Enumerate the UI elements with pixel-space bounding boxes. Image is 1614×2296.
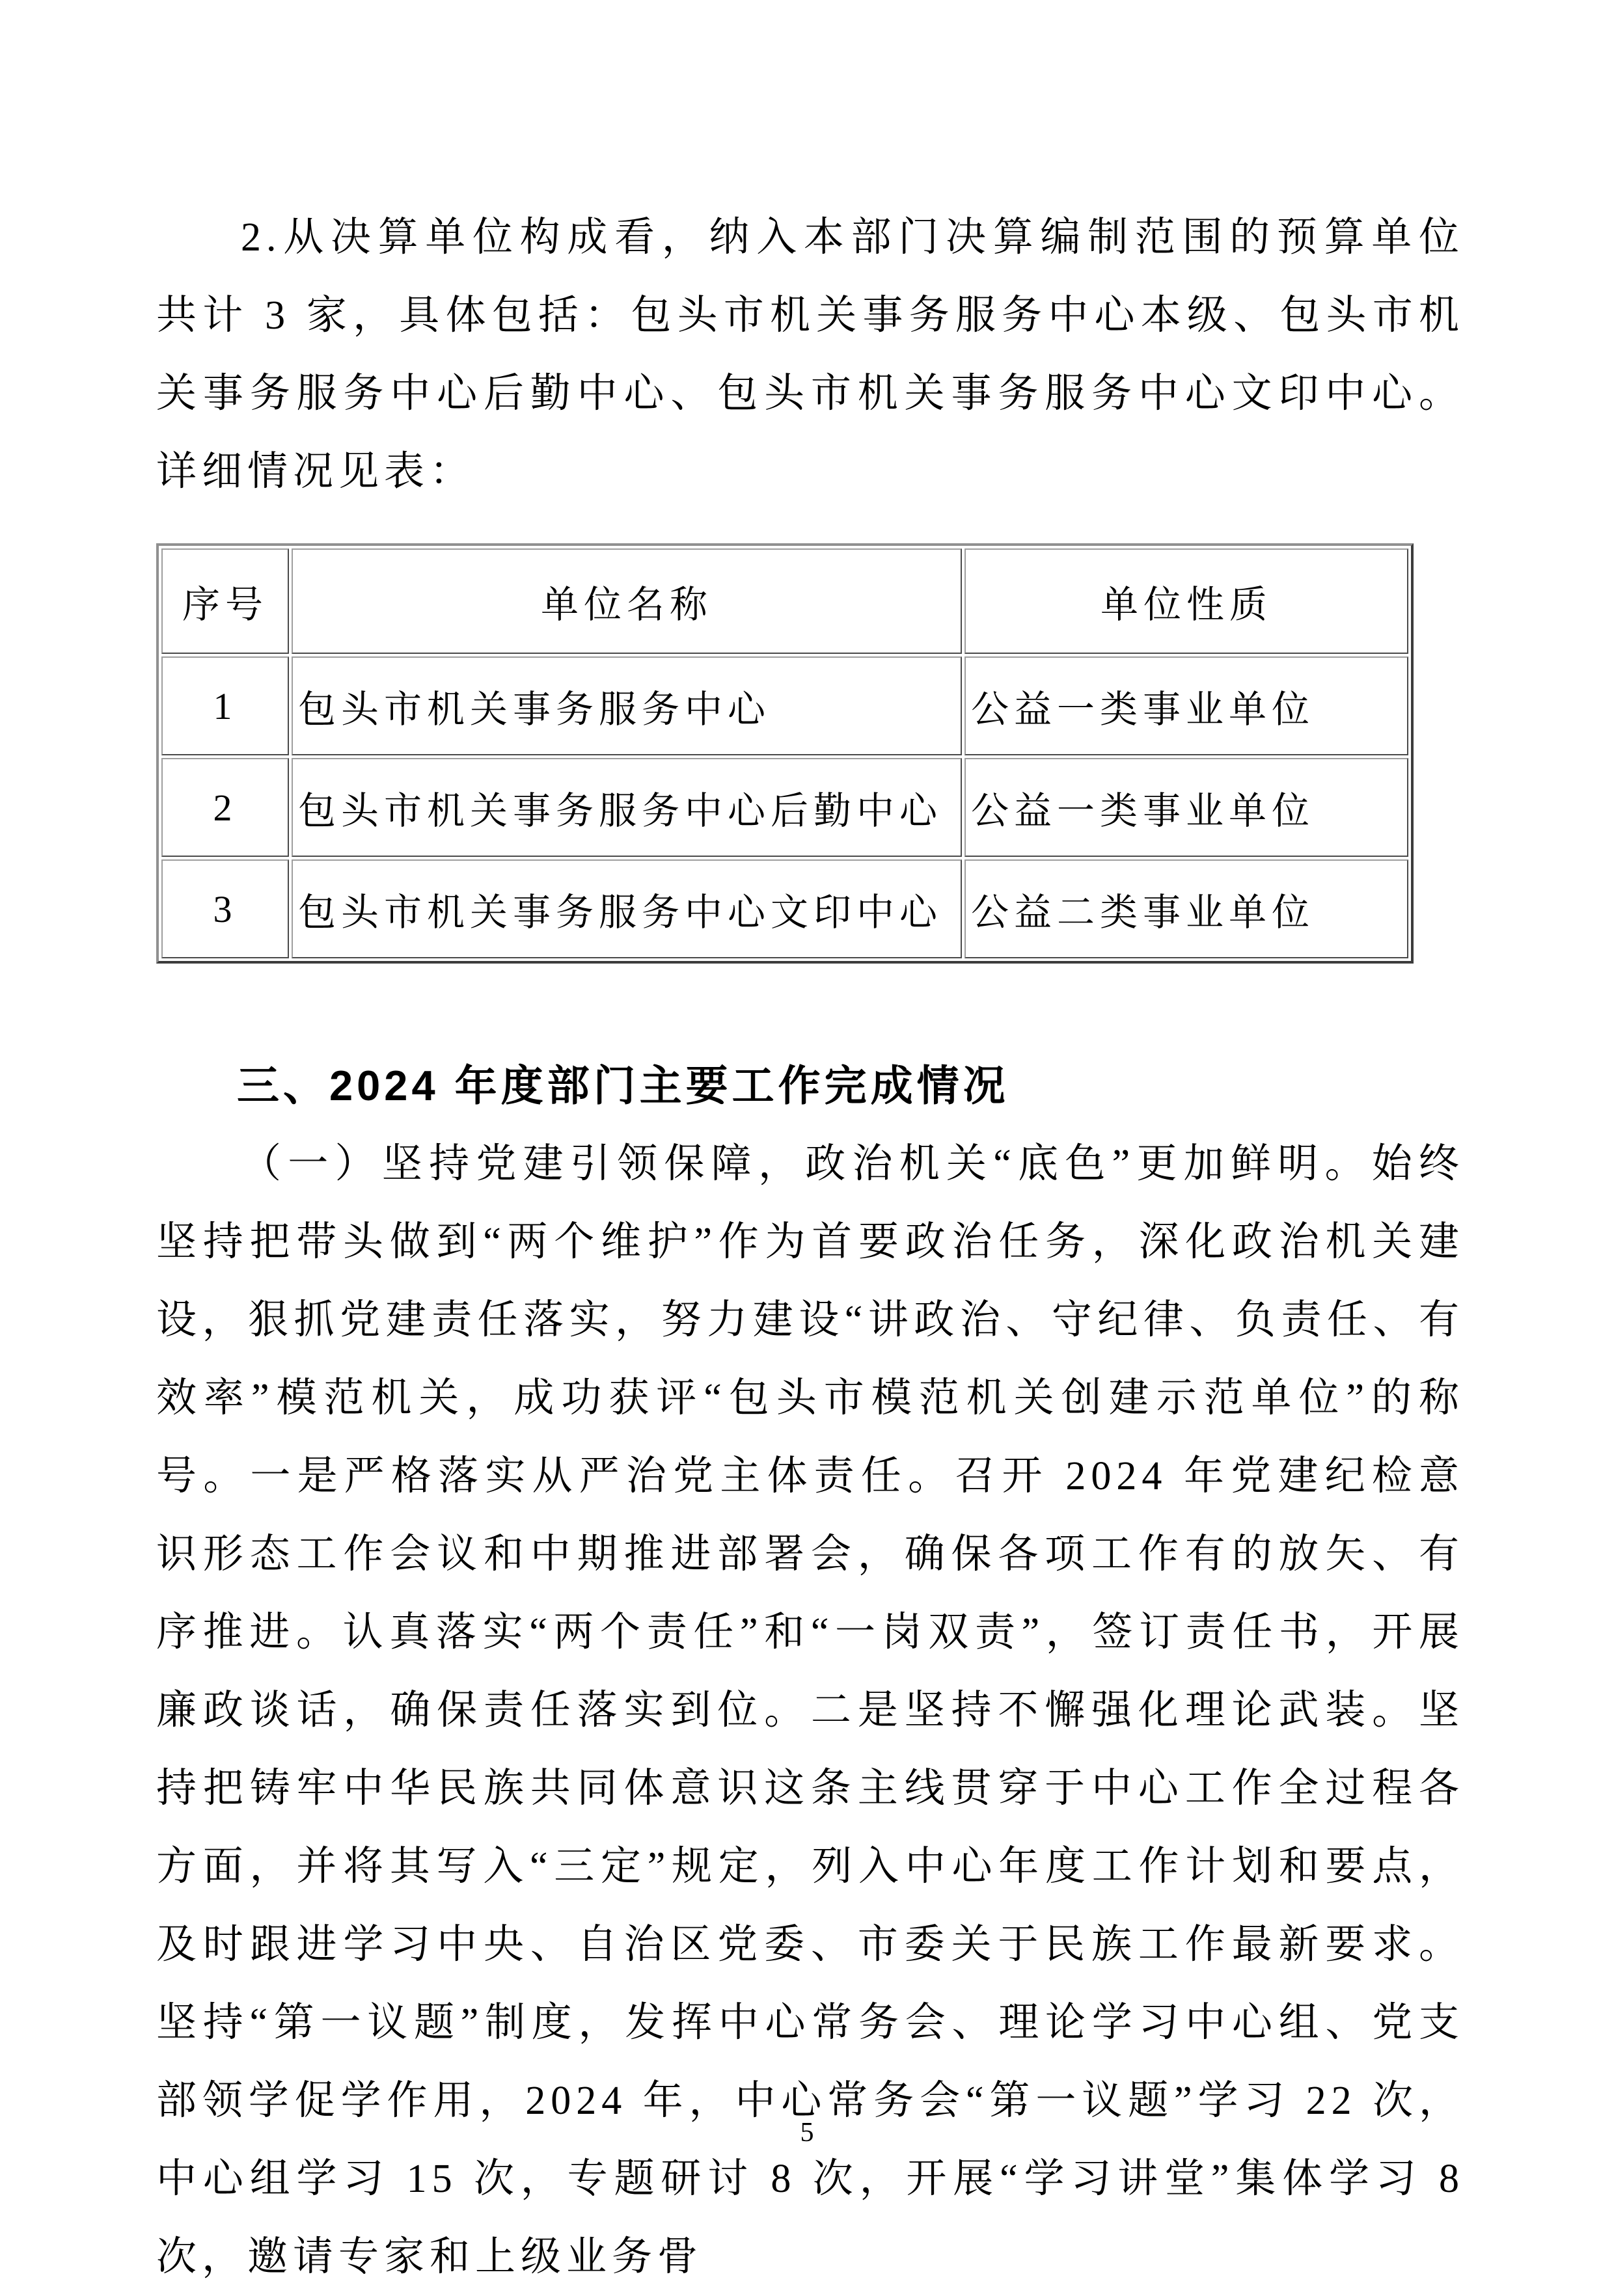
unit-nature: 公益一类事业单位	[964, 656, 1408, 755]
page-number: 5	[800, 2118, 814, 2148]
paragraph-work-overview: （一）坚持党建引领保障，政治机关“底色”更加鲜明。始终坚持把带头做到“两个维护”作为首要政治任务，深化政治机关建设，狠抓党建责任落实，努力建设“讲政治、守纪律、负责任、有效率”模范机关，成功获评“包头市模范机关创建示范单位”的称号。一是严格落实从严治党主体责任。召开 2024 年党建纪检意识形态工作会议和中期推进部署会，确保各项工作有的放矢、有序推进。认真落实“两个责任”和“一岗双责”，签订责任书，开展廉政谈话，确保责任落实到位。二是坚持不懈强化理论武装。坚持把铸牢中华民族共同体意识这条主线贯穿于中心工作全过程各方面，并将其写入“三定”规定，列入中心年度工作计划和要点，及时跟进学习中央、自治区党委、市委关于民族工作最新要求。坚持“第一议题”制度，发挥中心常务会、理论学习中心组、党支部领学促学作用，2024 年，中心常务会“第一议题”学习 22 次，中心组学习 15 次，专题研讨 8 次，开展“学习讲堂”集体学习 8 次，邀请专家和上级业务骨	[156, 1142, 1464, 2279]
paragraph-units-composition: 2.从决算单位构成看，纳入本部门决算编制范围的预算单位共计 3 家，具体包括：包头市机关事务服务中心本级、包头市机关事务服务中心后勤中心、包头市机关事务服务中心文印中心。详细情况见表：	[156, 215, 1464, 494]
section-heading-work-completion: 三、2024 年度部门主要工作完成情况	[237, 1062, 1009, 1109]
units-table	[156, 543, 1414, 964]
table-row	[161, 859, 1408, 958]
unit-index: 3	[161, 859, 289, 958]
units-table-header-nature: 单位性质	[964, 548, 1408, 654]
unit-name: 包头市机关事务服务中心文印中心	[292, 859, 962, 958]
unit-index: 2	[161, 758, 289, 857]
unit-nature: 公益一类事业单位	[964, 758, 1408, 857]
unit-nature: 公益二类事业单位	[964, 859, 1408, 958]
unit-index: 1	[161, 656, 289, 755]
table-row	[161, 656, 1408, 755]
unit-name: 包头市机关事务服务中心后勤中心	[292, 758, 962, 857]
units-table-header-index: 序号	[161, 548, 289, 654]
table-row	[161, 758, 1408, 857]
units-table-header-name: 单位名称	[292, 548, 962, 654]
unit-name: 包头市机关事务服务中心	[292, 656, 962, 755]
units-table-header-row	[161, 548, 1408, 654]
